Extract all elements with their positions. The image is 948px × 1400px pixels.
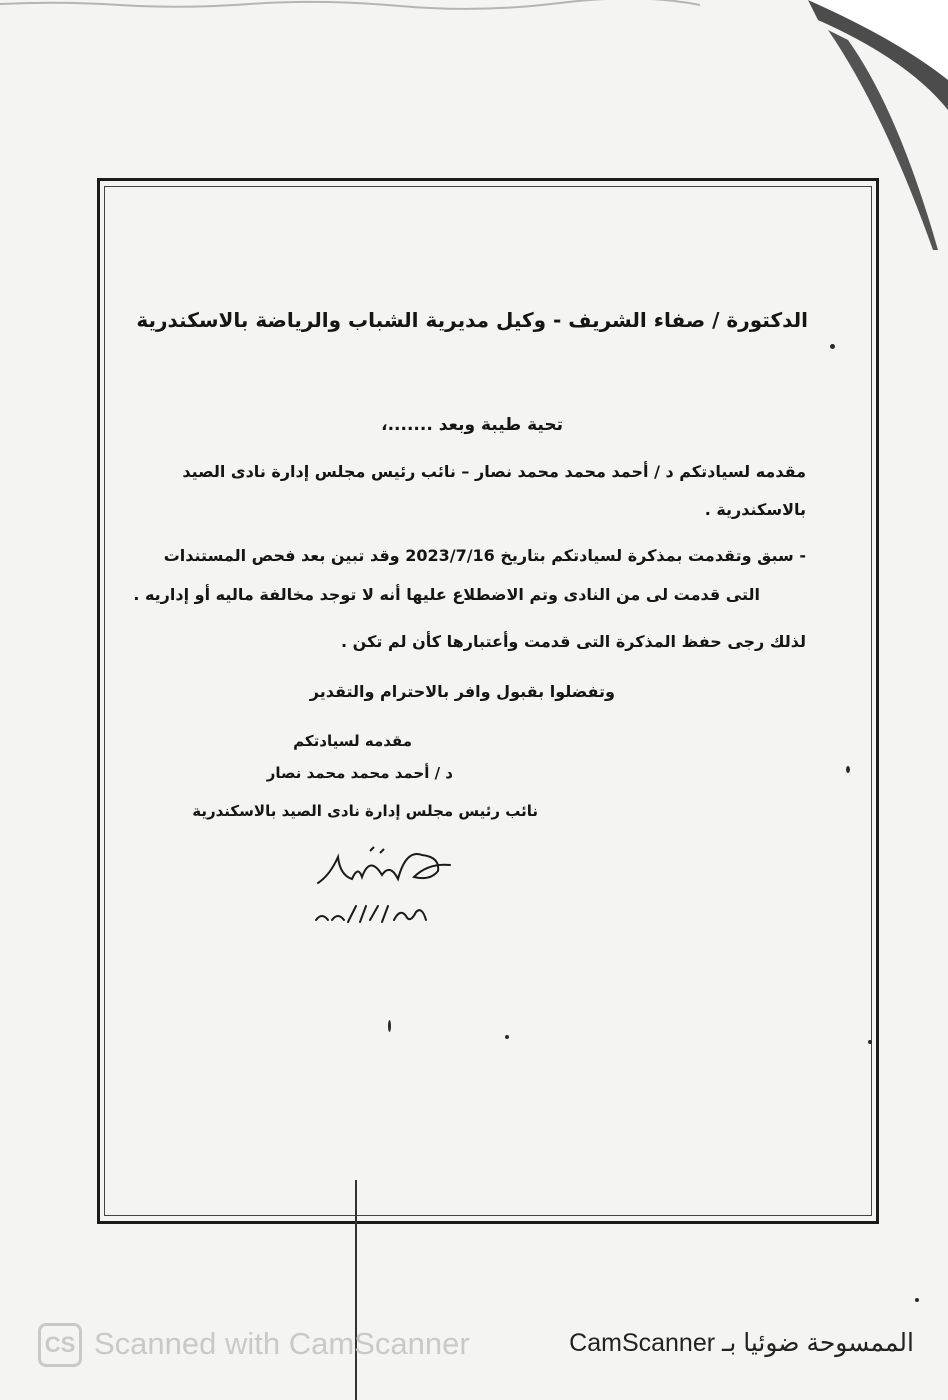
- handwritten-signature-date: [312, 898, 432, 928]
- body-line-1: - سبق وتقدمت بمذكرة لسيادتكم بتاريخ 2023/7/16 وقد تبين بعد فحص المستندات: [163, 546, 806, 565]
- intro-line-2: بالاسكندرية .: [704, 500, 806, 519]
- sign-intro: مقدمه لسيادتكم: [293, 732, 412, 750]
- handwritten-signature: [310, 835, 460, 895]
- scan-noise-top: [0, 0, 700, 14]
- scanned-with-text: Scanned with CamScanner: [94, 1326, 470, 1361]
- body-line-2: التى قدمت لى من النادى وتم الاضطلاع عليها أنه لا توجد مخالفة ماليه أو إداريه .: [133, 585, 760, 604]
- closing-line: وتفضلوا بقبول وافر بالاحترام والتقدير: [309, 682, 615, 701]
- scan-fold-line: [355, 1180, 357, 1400]
- sign-title: نائب رئيس مجلس إدارة نادى الصيد بالاسكندرية: [192, 802, 538, 820]
- request-line: لذلك رجى حفظ المذكرة التى قدمت وأعتبارها كأن لم تكن .: [341, 632, 806, 651]
- scan-speck: [868, 1040, 872, 1044]
- scan-speck: [846, 766, 850, 773]
- document-inner-border: [104, 186, 872, 1216]
- intro-line-1: مقدمه لسيادتكم د / أحمد محمد محمد نصار – نائب رئيس مجلس إدارة نادى الصيد: [182, 462, 806, 481]
- scan-speck: [830, 344, 835, 349]
- scan-speck: [388, 1020, 391, 1032]
- camscanner-logo: CS: [38, 1323, 82, 1367]
- scan-speck: [915, 1298, 919, 1302]
- scan-speck: [505, 1035, 509, 1039]
- recipient-line: الدكتورة / صفاء الشريف - وكيل مديرية الشباب والرياضة بالاسكندرية: [136, 308, 808, 332]
- greeting-line: تحية طيبة وبعد .......،: [381, 415, 563, 435]
- sign-name: د / أحمد محمد محمد نصار: [266, 764, 453, 782]
- scanned-with-text-ar: الممسوحة ضوئيا بـ CamScanner: [569, 1329, 914, 1357]
